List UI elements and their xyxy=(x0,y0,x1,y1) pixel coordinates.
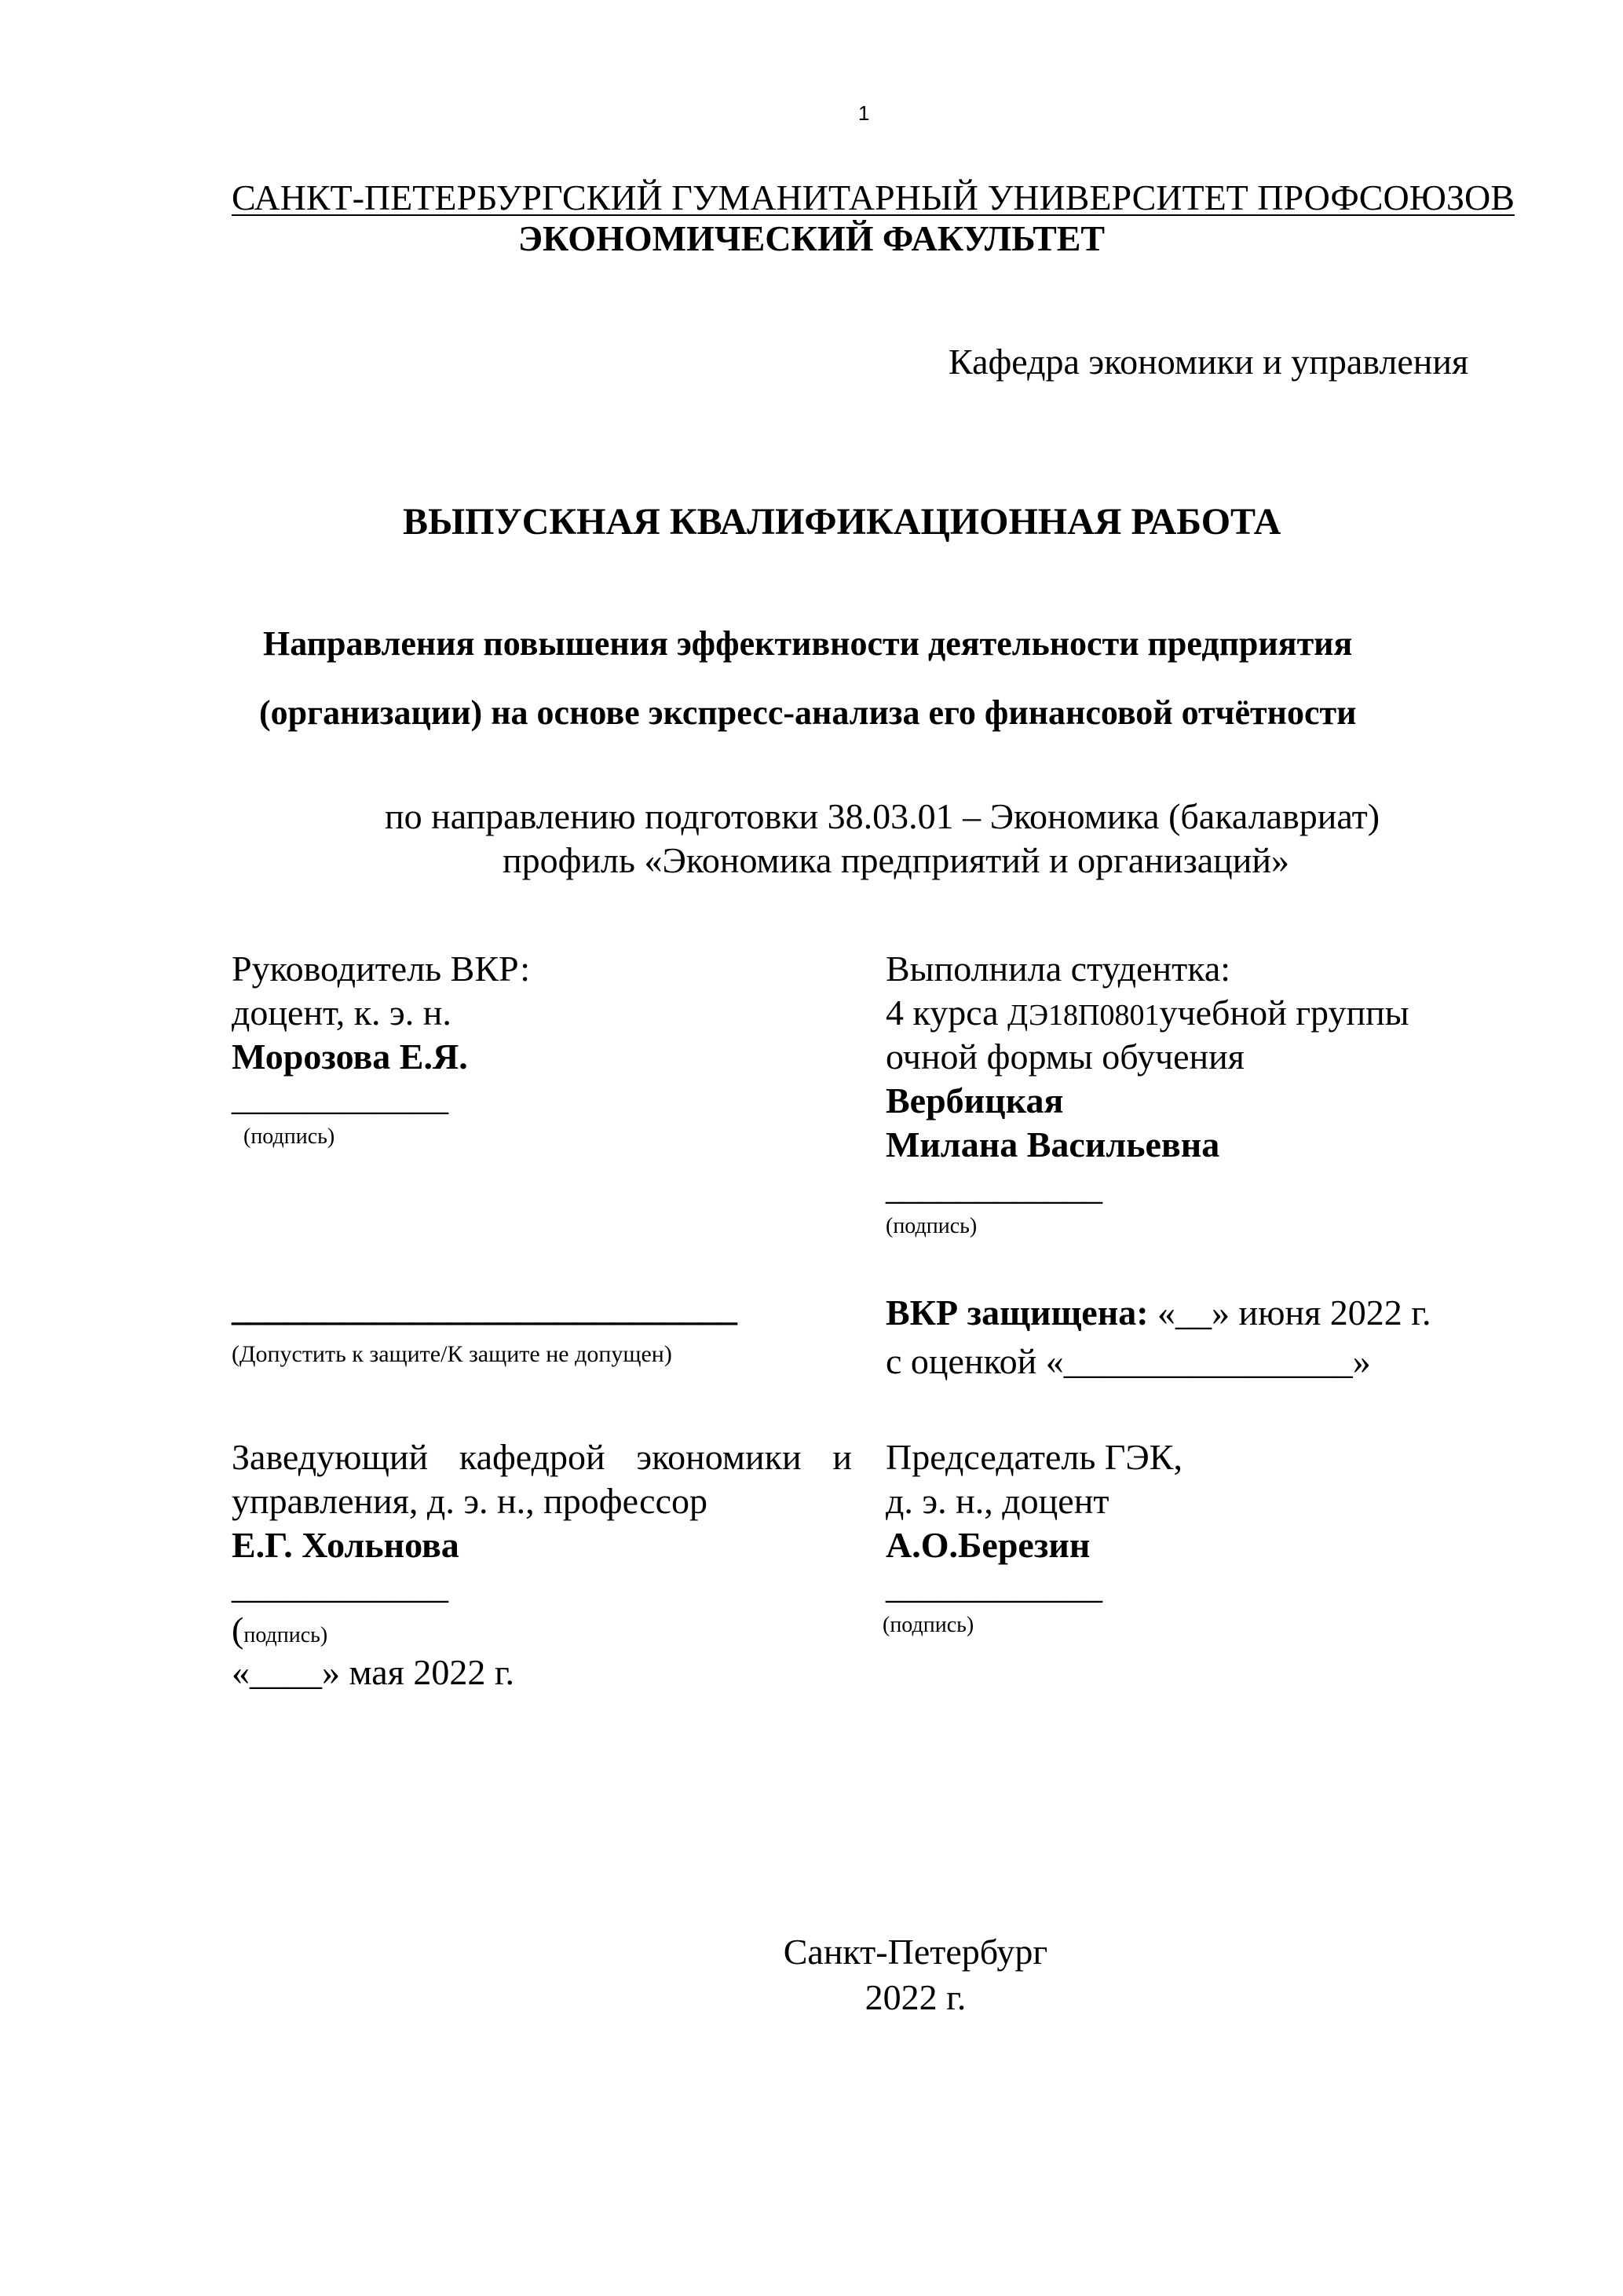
student-course-prefix: 4 курса xyxy=(886,993,1008,1033)
head-of-department-name: Е.Г. Хольнова xyxy=(232,1525,459,1565)
gek-chairman-name: А.О.Березин xyxy=(886,1525,1091,1565)
supervisor-label: Руководитель ВКР: xyxy=(232,949,531,989)
student-signature-caption: (подпись) xyxy=(886,1214,978,1238)
head-signature-caption xyxy=(232,1610,327,1651)
faculty-name: ЭКОНОМИЧЕСКИЙ ФАКУЛЬТЕТ xyxy=(517,218,1106,258)
student-course-suffix: учебной группы xyxy=(1159,993,1409,1033)
defense-date-text: «__» июня 2022 г. xyxy=(1148,1292,1431,1333)
student-group-code: ДЭ18П0801 xyxy=(1007,999,1160,1032)
student-label: Выполнила студентка: xyxy=(886,949,1231,989)
page-number: 1 xyxy=(858,101,870,125)
head-of-department-line2: управления, д. э. н., профессор xyxy=(232,1481,707,1521)
student-signature-line: ____________ xyxy=(886,1167,1102,1207)
student-study-form: очной формы обучения xyxy=(886,1036,1245,1077)
supervisor-name: Морозова Е.Я. xyxy=(232,1036,468,1077)
student-course xyxy=(886,993,1409,1034)
head-caption-rest: подпись) xyxy=(243,1623,328,1647)
city: Санкт-Петербург xyxy=(783,1932,1048,1972)
document-type-title: ВЫПУСКНАЯ КВАЛИФИКАЦИОННАЯ РАБОТА xyxy=(403,501,1281,543)
gek-chairman-label: Председатель ГЭК, xyxy=(886,1437,1183,1477)
student-surname: Вербицкая xyxy=(886,1080,1064,1121)
gek-chairman-position: д. э. н., доцент xyxy=(886,1481,1109,1521)
head-approval-date: «____» мая 2022 г. xyxy=(232,1652,515,1692)
defense-grade: с оценкой «________________» xyxy=(886,1341,1371,1381)
head-word-3: экономики xyxy=(636,1437,802,1477)
university-name: САНКТ-ПЕТЕРБУРГСКИЙ ГУМАНИТАРНЫЙ УНИВЕРСИТЕТ ПРОФСОЮЗОВ xyxy=(232,177,1515,218)
topic-line-1: Направления повышения эффективности деятельности предприятия xyxy=(263,624,1353,663)
student-given-names: Милана Васильевна xyxy=(886,1124,1220,1164)
gek-signature-line: ____________ xyxy=(886,1566,1102,1606)
defense-date xyxy=(886,1292,1431,1334)
head-caption-paren: ( xyxy=(232,1610,244,1650)
topic-line-2: (организации) на основе экспресс-анализа его финансовой отчётности xyxy=(259,693,1357,732)
head-word-2: кафедрой xyxy=(459,1437,605,1477)
admission-line: ____________________________ xyxy=(232,1288,737,1328)
head-signature-line: ____________ xyxy=(232,1566,448,1606)
gek-signature-caption: (подпись) xyxy=(883,1613,974,1637)
head-word-1: Заведующий xyxy=(232,1437,429,1477)
year: 2022 г. xyxy=(865,1977,967,2017)
supervisor-position: доцент, к. э. н. xyxy=(232,993,451,1033)
supervisor-signature-caption: (подпись) xyxy=(243,1124,335,1149)
department-name: Кафедра экономики и управления xyxy=(949,342,1469,382)
head-word-4: и xyxy=(832,1437,852,1477)
study-direction: по направлению подготовки 38.03.01 – Экономика (бакалавриат) xyxy=(385,796,1380,836)
supervisor-signature-line: ____________ xyxy=(232,1077,448,1117)
head-of-department-line1 xyxy=(232,1437,852,1479)
defense-label: ВКР защищена: xyxy=(886,1292,1149,1333)
study-profile: профиль «Экономика предприятий и организаций» xyxy=(503,840,1290,880)
admission-caption: (Допустить к защите/К защите не допущен) xyxy=(232,1341,672,1367)
